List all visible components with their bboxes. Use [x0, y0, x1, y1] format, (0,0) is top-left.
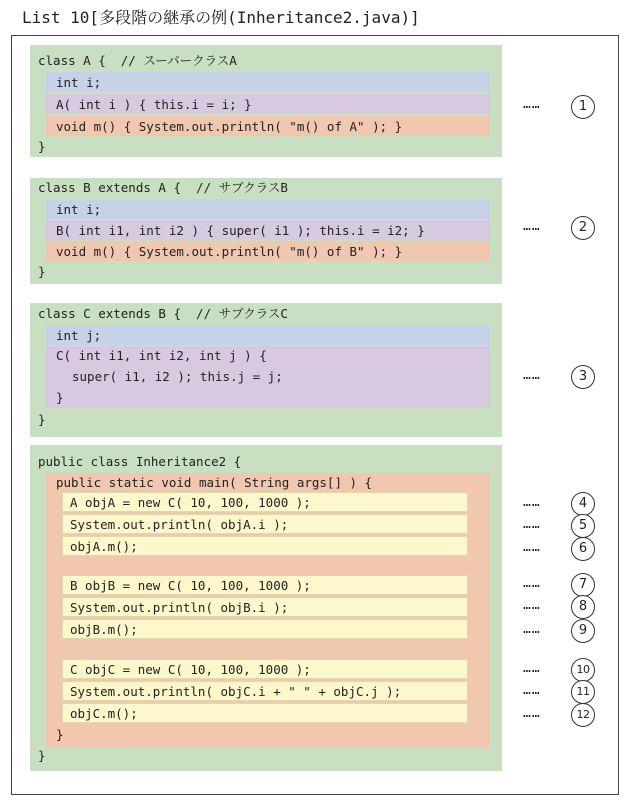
leader-dots: …… [523, 517, 541, 532]
marker-10: 10 [571, 658, 595, 682]
code-line: System.out.println( objA.i ); [70, 517, 289, 532]
marker-12: 12 [571, 703, 595, 727]
code-line: } [38, 412, 46, 427]
code-line: } [38, 139, 46, 154]
code-line: B( int i1, int i2 ) { super( i1 ); this.i = i2; } [56, 223, 425, 238]
code-line: void m() { System.out.println( "m() of B" ); } [56, 244, 403, 259]
code-line: class A { // スーパークラスA [38, 53, 237, 68]
leader-dots: …… [523, 495, 541, 510]
leader-dots: …… [523, 576, 541, 591]
code-line: A objA = new C( 10, 100, 1000 ); [70, 495, 311, 510]
leader-dots: …… [523, 683, 541, 698]
marker-3: 3 [571, 365, 595, 389]
marker-7: 7 [571, 573, 595, 597]
leader-dots: …… [523, 706, 541, 721]
code-line: A( int i ) { this.i = i; } [56, 97, 252, 112]
code-line: objA.m(); [70, 539, 138, 554]
code-line: C( int i1, int i2, int j ) { [56, 348, 267, 363]
code-line: objC.m(); [70, 706, 138, 721]
highlight [46, 199, 490, 219]
code-line: System.out.println( objC.i + " " + objC.j ); [70, 684, 402, 699]
marker-1: 1 [571, 95, 595, 119]
marker-2: 2 [571, 216, 595, 240]
code-line: void m() { System.out.println( "m() of A" ); } [56, 119, 403, 134]
code-line: class B extends A { // サブクラスB [38, 180, 288, 195]
code-line: } [38, 264, 46, 279]
leader-dots: …… [523, 598, 541, 613]
code-line: int i; [56, 75, 102, 90]
marker-6: 6 [571, 537, 595, 561]
code-line: objB.m(); [70, 622, 138, 637]
listing-title: List 10[多段階の継承の例(Inheritance2.java)] [22, 8, 420, 27]
code-line: class C extends B { // サブクラスC [38, 306, 288, 321]
code-line: public class Inheritance2 { [38, 454, 242, 469]
code-line: } [38, 748, 46, 763]
leader-dots: …… [523, 219, 541, 234]
code-line: } [56, 727, 64, 742]
leader-dots: …… [523, 622, 541, 637]
code-line: int i; [56, 202, 102, 217]
code-line: public static void main( String args[] ) { [56, 475, 373, 490]
leader-dots: …… [523, 368, 541, 383]
marker-4: 4 [571, 492, 595, 516]
highlight [46, 72, 490, 92]
marker-11: 11 [571, 680, 595, 704]
marker-9: 9 [571, 619, 595, 643]
highlight [46, 325, 490, 345]
marker-5: 5 [571, 514, 595, 538]
leader-dots: …… [523, 661, 541, 676]
leader-dots: …… [523, 97, 541, 112]
code-line: C objC = new C( 10, 100, 1000 ); [70, 662, 311, 677]
marker-8: 8 [571, 595, 595, 619]
leader-dots: …… [523, 540, 541, 555]
code-line: super( i1, i2 ); this.j = j; [72, 369, 283, 384]
code-line: } [56, 390, 64, 405]
code-line: System.out.println( objB.i ); [70, 600, 289, 615]
code-line: B objB = new C( 10, 100, 1000 ); [70, 578, 311, 593]
code-line: int j; [56, 328, 102, 343]
